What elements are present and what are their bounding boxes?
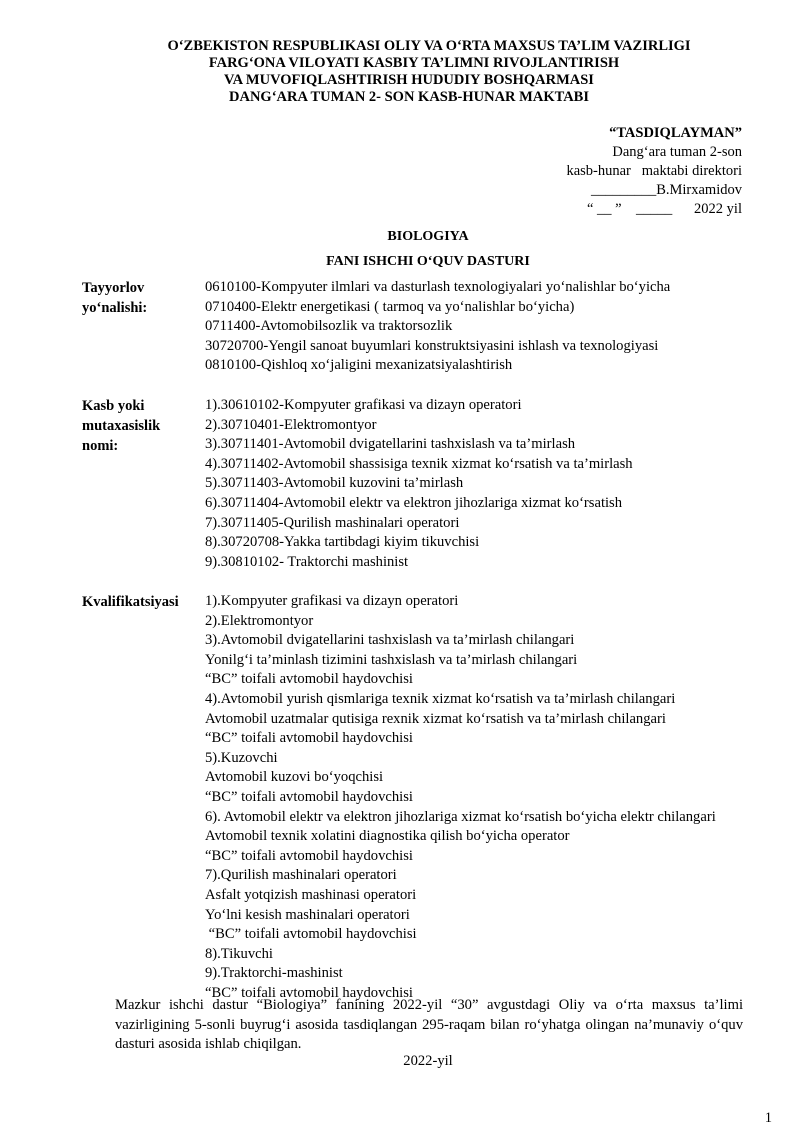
regional-department-line2: VA MUVOFIQLASHTIRISH HUDUDIY BOSHQARMASI xyxy=(224,72,594,88)
list-item: Avtomobil kuzovi bo‘yoqchisi xyxy=(205,769,384,786)
list-item: “BC” toifali avtomobil haydovchisi xyxy=(205,926,417,943)
list-item: 3).Avtomobil dvigatellarini tashxislash va ta’mirlash chilangari xyxy=(205,632,575,649)
subject-title: BIOLOGIYA xyxy=(387,229,469,244)
list-item: 0610100-Kompyuter ilmlari va dasturlash texnologiyalari yo‘nalishlar bo‘yicha xyxy=(205,279,671,295)
list-item: 6).30711404-Avtomobil elektr va elektron jihozlariga xizmat ko‘rsatish xyxy=(205,494,623,511)
list-item: 2).Elektromontyor xyxy=(205,612,314,629)
school-name: DANG‘ARA TUMAN 2- SON KASB-HUNAR MAKTABI xyxy=(229,89,589,105)
document-header xyxy=(0,38,800,106)
list-item: 9).Traktorchi-mashinist xyxy=(205,965,343,982)
list-item: 30720700-Yengil sanoat buyumlari konstruktsiyasini ishlash va texnologiyasi xyxy=(205,337,659,354)
footer-paragraph: Mazkur ishchi dastur “Biologiya” fanining 2022-yil “30” avgustdagi Oliy va o‘rta maxsus ta’limi vazirligining 5-sonli buyrug‘i asosida tasdiqlangan 295-raqam bilan ro‘yhatga olingan na’munaviy o‘quv dasturi asosida ishlab chiqilgan. xyxy=(115,997,743,1052)
list-item: 0710400-Elektr energetikasi ( tarmoq va yo‘nalishlar bo‘yicha) xyxy=(205,298,575,315)
list-item: Yonilg‘i ta’minlash tizimini tashxislash va ta’mirlash chilangari xyxy=(205,651,578,668)
directions-list xyxy=(205,278,785,376)
label-line: Tayyorlov xyxy=(82,280,145,296)
list-item: 8).Tikuvchi xyxy=(205,945,273,962)
list-item: 0810100-Qishloq xo‘jaligini mexanizatsiyalashtirish xyxy=(205,357,513,374)
label-line: nomi: xyxy=(82,438,119,454)
approval-line: Dang‘ara tuman 2-son xyxy=(612,144,742,160)
approval-signature-line: _________B.Mirxamidov xyxy=(590,182,742,198)
section-label xyxy=(82,278,202,318)
list-item: 5).30711403-Avtomobil kuzovini ta’mirlash xyxy=(205,475,464,492)
label-line: Kvalifikatsiyasi xyxy=(82,594,179,610)
list-item: 0711400-Avtomobilsozlik va traktorsozlik xyxy=(205,318,453,335)
list-item: 1).Kompyuter grafikasi va dizayn operatori xyxy=(205,593,459,609)
list-item: 4).30711402-Avtomobil shassisiga texnik xizmat ko‘rsatish va ta’mirlash xyxy=(205,455,633,472)
list-item: 9).30810102- Traktorchi mashinist xyxy=(205,553,409,570)
ministry-title: O‘ZBEKISTON RESPUBLIKASI OLIY VA O‘RTA MAXSUS TA’LIM VAZIRLIGI xyxy=(167,38,691,54)
label-line: mutaxasislik xyxy=(82,418,161,434)
approval-date-line: “ __ ” _____ 2022 yil xyxy=(586,201,742,217)
list-item: 5).Kuzovchi xyxy=(205,749,278,766)
regional-department-line1: FARG‘ONA VILOYATI KASBIY TA’LIMNI RIVOJLANTIRISH xyxy=(208,55,620,71)
program-title: FANI ISHCHI O‘QUV DASTURI xyxy=(326,254,530,269)
list-item: “BC” toifali avtomobil haydovchisi xyxy=(205,847,413,864)
list-item: “BC” toifali avtomobil haydovchisi xyxy=(205,730,413,747)
section-label xyxy=(82,396,202,456)
list-item: 2).30710401-Elektromontyor xyxy=(205,416,377,433)
list-item: 3).30711401-Avtomobil dvigatellarini tashxislash va ta’mirlash xyxy=(205,436,576,453)
list-item: Avtomobil texnik xolatini diagnostika qilish bo‘yicha operator xyxy=(205,828,570,845)
list-item: Avtomobil uzatmalar qutisiga rexnik xizmat ko‘rsatish va ta’mirlash chilangari xyxy=(205,710,666,727)
qualifications-list xyxy=(205,592,785,1003)
document-year: 2022-yil xyxy=(403,1053,453,1069)
list-item: 4).Avtomobil yurish qismlariga texnik xizmat ko‘rsatish va ta’mirlash chilangari xyxy=(205,690,676,707)
list-item: “BC” toifali avtomobil haydovchisi xyxy=(205,788,413,805)
list-item: Yo‘lni kesish mashinalari operatori xyxy=(205,906,410,923)
label-line: yo‘nalishi: xyxy=(82,300,148,316)
label-line: Kasb yoki xyxy=(82,398,145,414)
section-label xyxy=(82,592,202,612)
list-item: “BC” toifali avtomobil haydovchisi xyxy=(205,984,413,1001)
list-item: 6). Avtomobil elektr va elektron jihozlariga xizmat ko‘rsatish bo‘yicha elektr chilangari xyxy=(205,808,716,825)
professions-list xyxy=(205,396,785,572)
approval-line: kasb-hunar maktabi direktori xyxy=(566,163,742,179)
page-number: 1 xyxy=(764,1110,772,1126)
approval-block xyxy=(566,124,742,219)
approval-title: “TASDIQLAYMAN” xyxy=(609,125,742,141)
list-item: 7).30711405-Qurilish mashinalari operatori xyxy=(205,514,460,531)
list-item: 8).30720708-Yakka tartibdagi kiyim tikuvchisi xyxy=(205,534,480,551)
list-item: Asfalt yotqizish mashinasi operatori xyxy=(205,886,417,903)
list-item: “BC” toifali avtomobil haydovchisi xyxy=(205,671,413,688)
list-item: 7).Qurilish mashinalari operatori xyxy=(205,867,397,884)
list-item: 1).30610102-Kompyuter grafikasi va dizayn operatori xyxy=(205,397,522,413)
